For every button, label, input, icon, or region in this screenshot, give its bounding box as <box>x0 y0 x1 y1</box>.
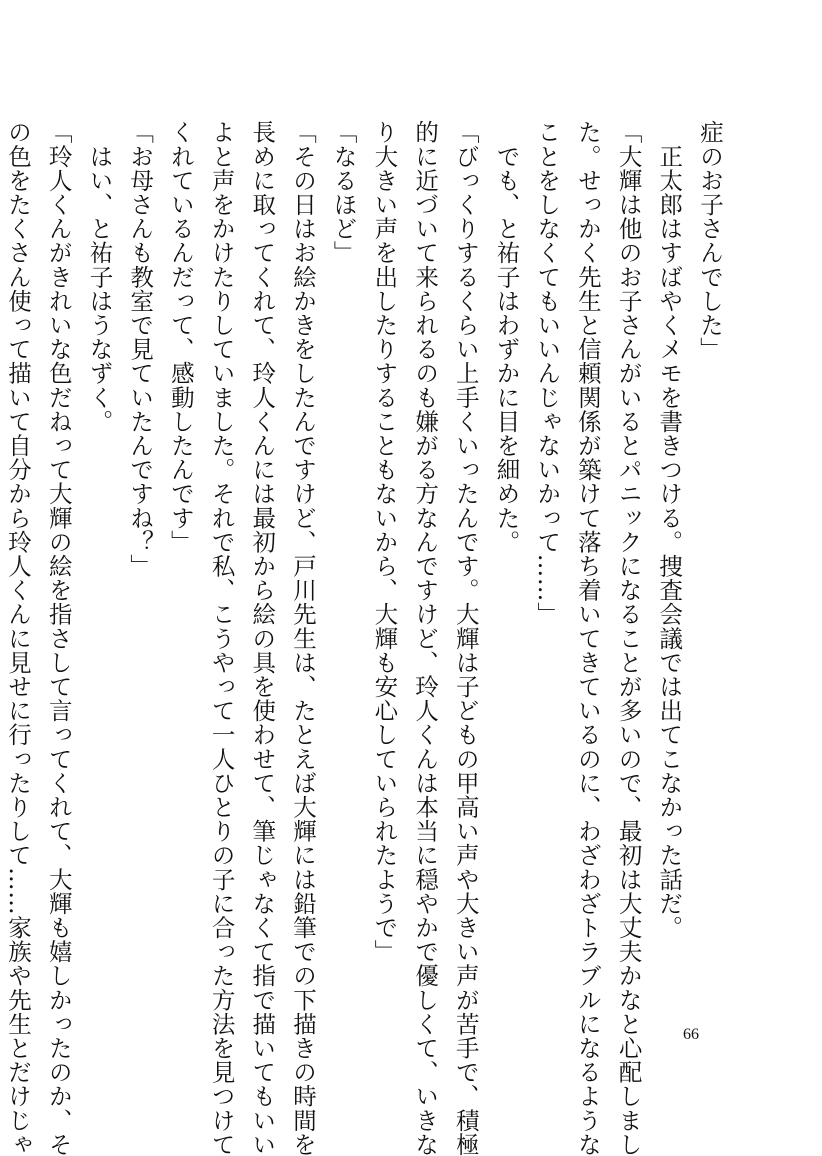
text-line: 長めに取ってくれて、玲人くんには最初から絵の具を使わせて、筆じゃなくて指で描いてもいい <box>248 120 277 1156</box>
text-line: くれているんだって、感動したんです」 <box>166 120 195 554</box>
text-line: 「大輝は他のお子さんがいるとパニックになることが多いので、最初は大丈夫かなと心配しまし <box>614 120 643 1156</box>
text-line: 「玲人くんがきれいな色だねって大輝の絵を指さして言ってくれて、大輝も嬉しかったのか、そ <box>44 120 73 1156</box>
text-line: 「その日はお絵かきをしたんですけど、戸川先生は、たとえば大輝には鉛筆での下描きの時間を <box>288 120 317 1156</box>
text-line: 症のお子さんでした」 <box>696 120 724 361</box>
text-line: の色をたくさん使って描いて自分から玲人くんに見せに行ったりして……家族や先生とだけじゃ <box>4 120 33 1156</box>
text-line: 正太郎はすばやくメモを書きつける。捜査会議では出てこなかった話だ。 <box>655 120 684 940</box>
text-line: 「お母さんも教室で見ていたんですね？」 <box>126 120 155 578</box>
text-line: 「びっくりするくらい上手くいったんです。大輝は子どもの甲高い声や大きい声が苦手で、積極 <box>451 120 480 1156</box>
text-line: ことをしなくてもいいんじゃないかって……」 <box>533 120 562 627</box>
text-line: でも、と祐子はわずかに目を細めた。 <box>492 120 521 554</box>
text-line: はい、と祐子はうなずく。 <box>85 120 114 434</box>
text-line: よと声をかけたりしていました。それで私、こうやって一人ひとりの子に合った方法を見つけて <box>207 120 236 1156</box>
text-line: 「なるほど」 <box>329 120 358 265</box>
text-line: 的に近づいて来られるのも嫌がる方なんですけど、玲人くんは本当に穏やかで優しくて、いきな <box>411 120 440 1156</box>
text-line: り大きい声を出したりすることもないから、大輝も安心していられたようで」 <box>370 120 399 964</box>
text-line: た。せっかく先生と信頼関係が築けて落ち着いてきているのに、わざわざトラブルになるような <box>573 120 602 1156</box>
page-number: 66 <box>683 1026 699 1043</box>
